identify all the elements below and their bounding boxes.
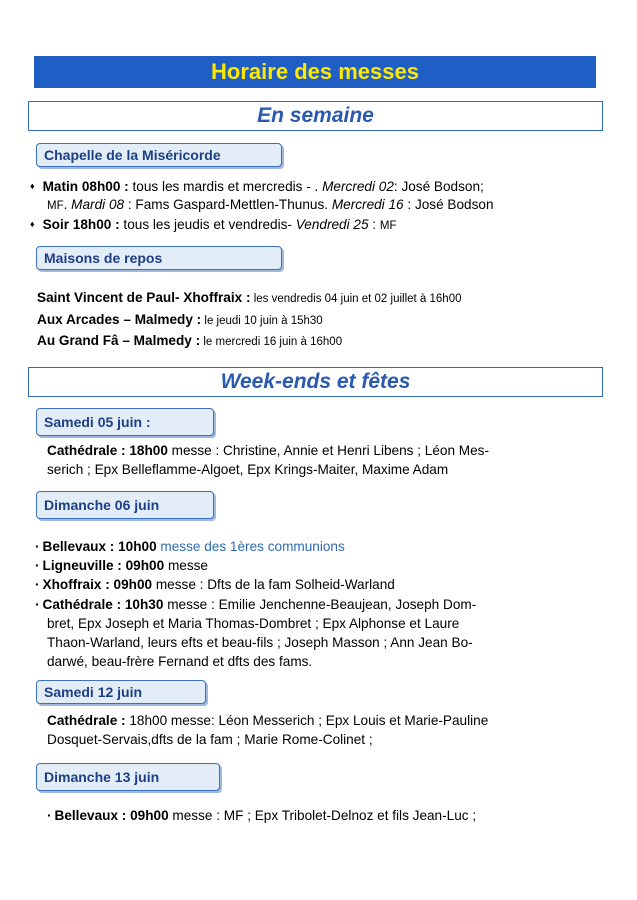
chapelle-matin-line1: ♦ Matin 08h00 : tous les mardis et mercredis - . Mercredi 02: José Bodson; [30, 179, 484, 194]
subsection-maisons: Maisons de repos [36, 246, 282, 270]
section-heading-weekends: Week-ends et fêtes [28, 367, 603, 397]
maison-item: Saint Vincent de Paul- Xhoffraix : les vendredis 04 juin et 02 juillet à 16h00 [37, 290, 462, 305]
dimanche06-ligneuville: · Ligneuville : 09h00 messe [35, 558, 208, 573]
subsection-samedi-05: Samedi 05 juin : [36, 408, 214, 436]
chapelle-matin-line2: MF. Mardi 08 : Fams Gaspard-Mettlen-Thunus. Mercredi 16 : José Bodson [47, 197, 494, 212]
samedi12-line2: Dosquet-Servais,dfts de la fam ; Marie Rome-Colinet ; [47, 732, 373, 747]
page-title: Horaire des messes [34, 56, 596, 88]
dimanche06-xhoffraix: · Xhoffraix : 09h00 messe : Dfts de la fam Solheid-Warland [35, 577, 395, 592]
section-heading-semaine: En semaine [28, 101, 603, 131]
subsection-dimanche-13: Dimanche 13 juin [36, 763, 220, 791]
subsection-samedi-12: Samedi 12 juin [36, 680, 206, 704]
samedi12-line1: Cathédrale : 18h00 messe: Léon Messerich ; Epx Louis et Marie-Pauline [47, 713, 489, 728]
subsection-chapelle: Chapelle de la Miséricorde [36, 143, 282, 167]
diamond-bullet-icon: ♦ [30, 219, 35, 229]
samedi05-line2: serich ; Epx Belleflamme-Algoet, Epx Krings-Maiter, Maxime Adam [47, 462, 449, 477]
dimanche06-bellevaux: · Bellevaux : 10h00 messe des 1ères communions [35, 539, 345, 554]
dimanche06-cathedrale-line4: darwé, beau-frère Fernand et dfts des fams. [47, 654, 313, 669]
dimanche06-cathedrale-line2: bret, Epx Joseph et Maria Thomas-Dombret ; Epx Alphonse et Laure [47, 616, 460, 631]
dimanche13-bellevaux: · Bellevaux : 09h00 messe : MF ; Epx Tribolet-Delnoz et fils Jean-Luc ; [47, 808, 477, 823]
subsection-dimanche-06: Dimanche 06 juin [36, 491, 214, 519]
maison-item: Au Grand Fâ – Malmedy : le mercredi 16 juin à 16h00 [37, 333, 343, 348]
samedi05-line1: Cathédrale : 18h00 messe : Christine, Annie et Henri Libens ; Léon Mes- [47, 443, 490, 458]
dimanche06-cathedrale-line3: Thaon-Warland, leurs efts et beau-fils ; Joseph Masson ; Ann Jean Bo- [47, 635, 473, 650]
dimanche06-cathedrale: · Cathédrale : 10h30 messe : Emilie Jenchenne-Beaujean, Joseph Dom- [35, 597, 477, 612]
maison-item: Aux Arcades – Malmedy : le jeudi 10 juin à 15h30 [37, 312, 323, 327]
chapelle-soir-line: ♦ Soir 18h00 : tous les jeudis et vendredis- Vendredi 25 : MF [30, 217, 397, 232]
diamond-bullet-icon: ♦ [30, 181, 35, 191]
